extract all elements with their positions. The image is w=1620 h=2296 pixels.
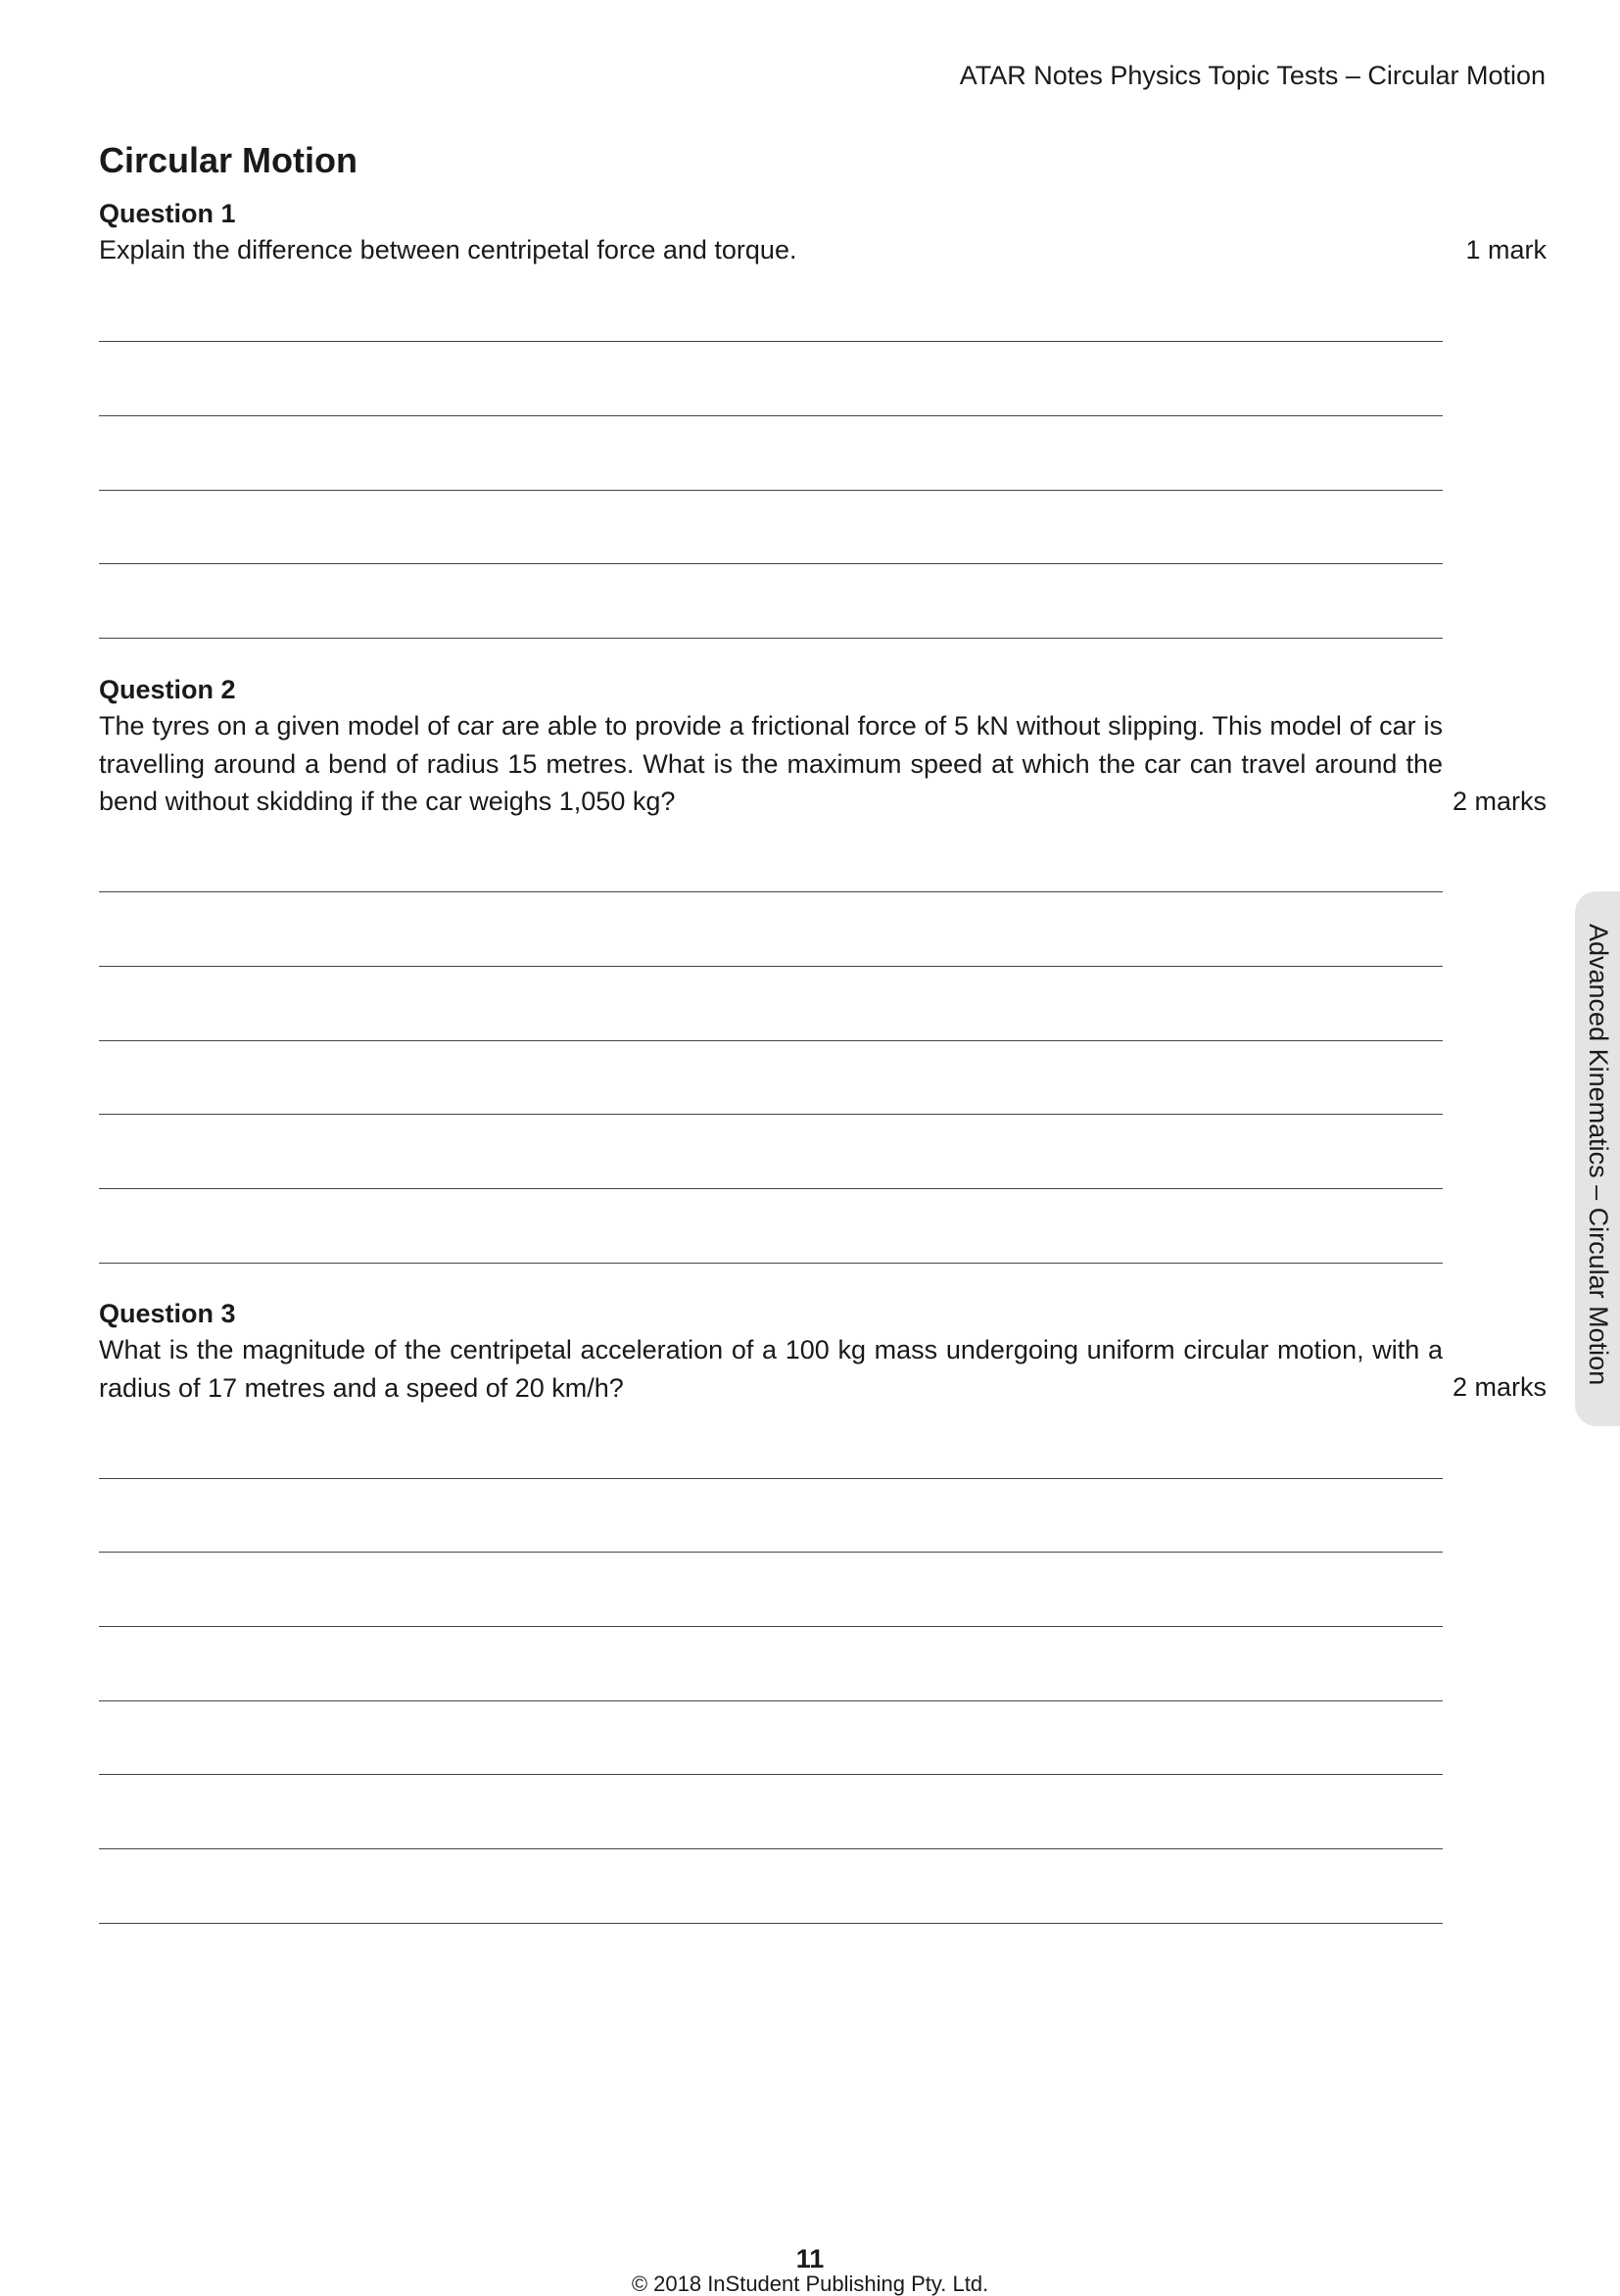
question-text: What is the magnitude of the centripetal acceleration of a 100 kg mass undergoing uniform circular motion, with a radius of 17 metres and a speed of 20 km/h? (99, 1335, 1443, 1403)
answer-line[interactable] (99, 1263, 1443, 1264)
answer-line[interactable] (99, 1114, 1443, 1115)
page-number: 11 (795, 2244, 825, 2273)
answer-line[interactable] (99, 966, 1443, 967)
answer-line[interactable] (99, 1040, 1443, 1041)
answer-line[interactable] (99, 1700, 1443, 1701)
question-2 (99, 672, 1547, 1269)
question-heading: Question 1 (99, 199, 236, 228)
answer-line[interactable] (99, 891, 1443, 892)
answer-line[interactable] (99, 1774, 1443, 1775)
answer-line[interactable] (99, 490, 1443, 491)
question-1 (99, 196, 1547, 646)
answer-line[interactable] (99, 1188, 1443, 1189)
answer-line[interactable] (99, 563, 1443, 564)
running-header: ATAR Notes Physics Topic Tests – Circular Motion (959, 61, 1546, 90)
question-heading: Question 3 (99, 1299, 236, 1328)
answer-line[interactable] (99, 1478, 1443, 1479)
copyright-notice: © 2018 InStudent Publishing Pty. Ltd. (631, 2272, 989, 2296)
section-title: Circular Motion (99, 140, 358, 180)
question-3 (99, 1296, 1547, 1933)
question-marks: 1 mark (1465, 235, 1547, 264)
answer-line[interactable] (99, 415, 1443, 416)
answer-line[interactable] (99, 638, 1443, 639)
question-marks: 2 marks (1452, 787, 1547, 816)
side-tab-label: Advanced Kinematics – Circular Motion (1584, 924, 1613, 1386)
question-marks: 2 marks (1452, 1372, 1547, 1402)
question-heading: Question 2 (99, 675, 236, 704)
answer-line[interactable] (99, 1552, 1443, 1553)
answer-line[interactable] (99, 1626, 1443, 1627)
answer-line[interactable] (99, 1848, 1443, 1849)
question-text: Explain the difference between centripetal force and torque. (99, 235, 797, 264)
answer-line[interactable] (99, 341, 1443, 342)
question-text: The tyres on a given model of car are able to provide a frictional force of 5 kN without slipping. This model of car is travelling around a bend of radius 15 metres. What is the maximum speed at which the car can travel around the bend without skidding if the car weighs 1,050 kg? (99, 711, 1443, 816)
answer-line[interactable] (99, 1923, 1443, 1924)
